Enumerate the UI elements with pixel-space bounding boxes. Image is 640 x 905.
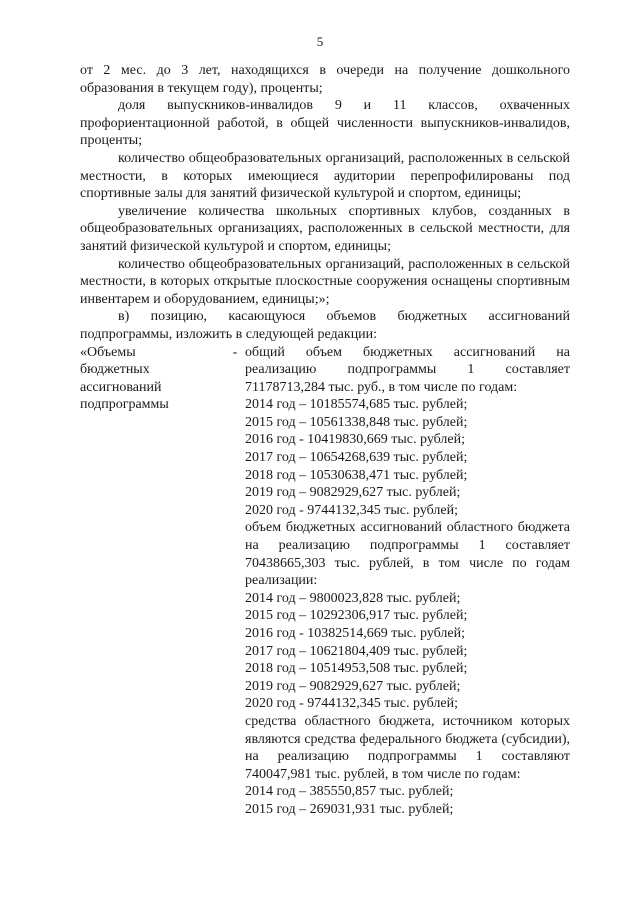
year-amount: 2016 год - 10382514,669 тыс. рублей;	[245, 626, 466, 641]
label-line: подпрограммы	[80, 397, 169, 413]
budget-table	[80, 344, 570, 819]
paragraph-sports-clubs: увеличение количества школьных спортивных клубов, созданных в общеобразовательных организациях, расположенных в сельской местности, для занятий физической культурой и спортом, единицы;	[80, 203, 570, 254]
year-amount: 2017 год – 10654268,639 тыс. рублей;	[245, 450, 468, 466]
paragraph-continuation: от 2 мес. до 3 лет, находящихся в очереди на получение дошкольного образования в текущем году), проценты;	[80, 63, 570, 96]
paragraph-graduates-disabled: доля выпускников-инвалидов 9 и 11 классов, охваченных профориентационной работой, в общей численности выпускников-инвалидов, проценты;	[80, 98, 570, 149]
year-amount: 2019 год – 9082929,627 тыс. рублей;	[245, 485, 461, 501]
year-amount: 2020 год - 9744132,345 тыс. рублей;	[245, 502, 459, 518]
paragraph-rural-gyms: количество общеобразовательных организаций, расположенных в сельской местности, в которых имеющиеся аудитории перепрофилированы под спортивные залы для занятий физической культурой и спортом, единицы;	[80, 150, 570, 202]
regional-budget-intro: объем бюджетных ассигнований областного бюджета на реализацию подпрограммы 1 составляет 70438665,303 тыс. рублей, в том числе по годам реализации:	[245, 520, 570, 589]
label-line: ассигнований	[80, 379, 162, 395]
budget-table-label	[80, 344, 230, 414]
year-amount: 2014 год – 10185574,685 тыс. рублей;	[245, 397, 468, 413]
paragraph-outdoor-facilities: количество общеобразовательных организаций, расположенных в сельской местности, в которых открытые плоскостные сооружения оснащены спортивным инвентарем и оборудованием, единицы;»;	[80, 256, 570, 307]
year-amount: 2016 год - 10419830,669 тыс. рублей;	[245, 432, 466, 448]
page-number: 5	[316, 34, 324, 49]
year-amount: 2015 год – 10292306,917 тыс. рублей;	[245, 608, 468, 624]
year-amount: 2019 год – 9082929,627 тыс. рублей;	[245, 678, 461, 694]
year-amount: 2015 год – 10561338,848 тыс. рублей;	[245, 414, 468, 430]
year-amount: 2015 год – 269031,931 тыс. рублей;	[245, 801, 454, 817]
year-amount: 2014 год – 385550,857 тыс. рублей;	[245, 784, 454, 800]
year-amount: 2018 год – 10530638,471 тыс. рублей;	[245, 467, 468, 483]
budget-table-values	[245, 344, 570, 819]
document-body	[80, 62, 570, 819]
paragraph-budget-position: в) позицию, касающуюся объемов бюджетных ассигнований подпрограммы, изложить в следующей редакции:	[80, 309, 570, 342]
year-amount: 2014 год – 9800023,828 тыс. рублей;	[245, 590, 461, 606]
year-amount: 2018 год – 10514953,508 тыс. рублей;	[245, 661, 468, 677]
federal-subsidy-intro: средства областного бюджета, источником которых являются средства федерального бюджета (субсидии), на реализацию подпрограммы 1 составляют 740047,981 тыс. рублей, в том числе по годам:	[245, 713, 570, 782]
total-budget-intro: общий объем бюджетных ассигнований на реализацию подпрограммы 1 составляет 71178713,284 тыс. руб., в том числе по годам:	[245, 344, 570, 395]
year-amount: 2020 год - 9744132,345 тыс. рублей;	[245, 696, 459, 712]
year-amount: 2017 год – 10621804,409 тыс. рублей;	[245, 643, 468, 659]
table-dash: -	[232, 344, 238, 360]
label-line: бюджетных	[80, 362, 150, 378]
label-line: «Объемы	[80, 344, 136, 360]
